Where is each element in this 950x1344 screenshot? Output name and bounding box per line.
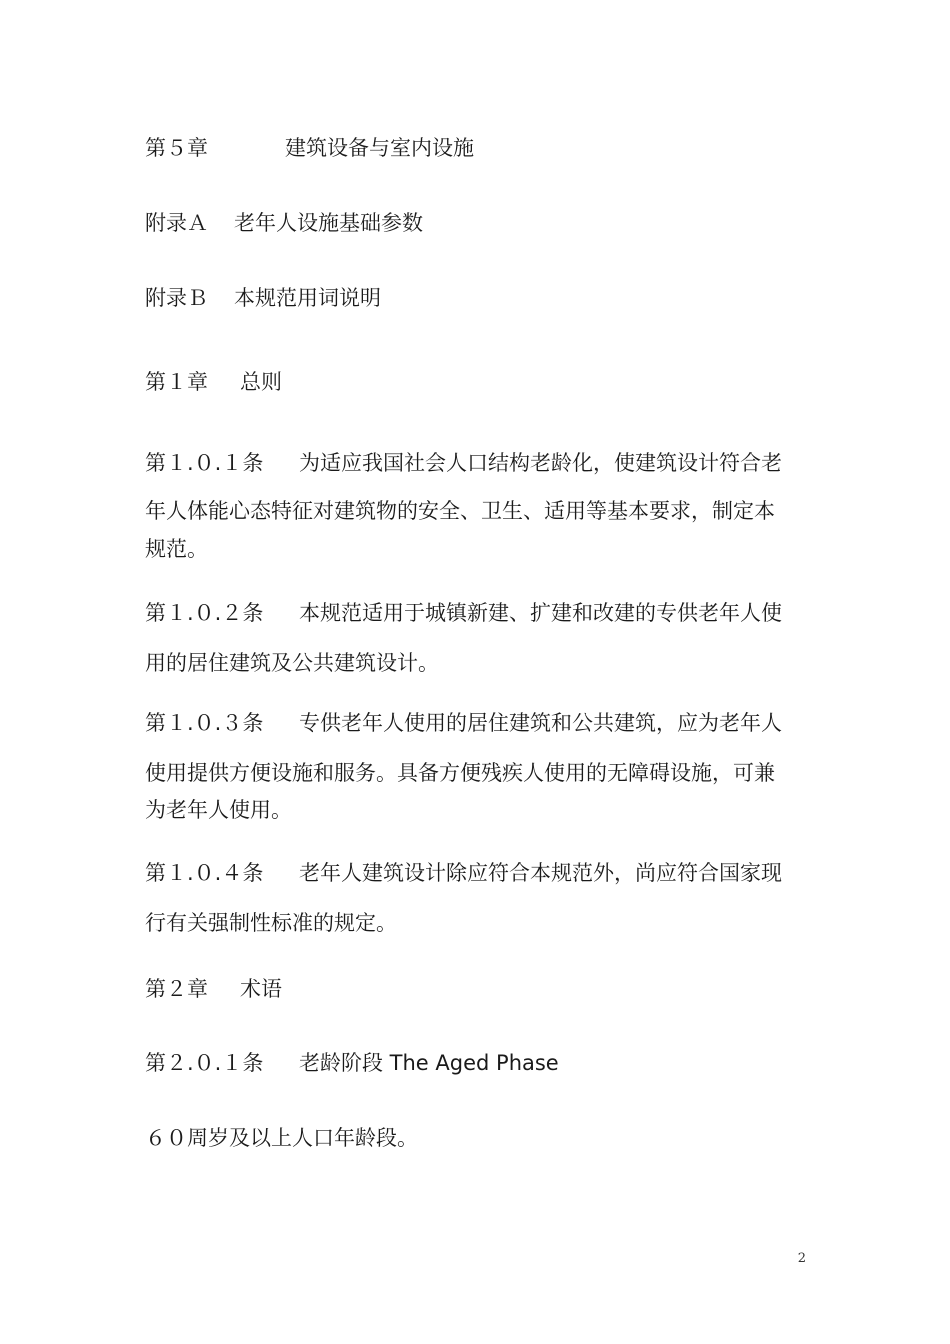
article-text: 行有关强制性标准的规定。 bbox=[145, 911, 397, 935]
article-text: 年人体能心态特征对建筑物的安全、卫生、适用等基本要求，制定本 bbox=[145, 499, 775, 523]
article-text: 本规范适用于城镇新建、扩建和改建的专供老年人使 bbox=[299, 601, 782, 625]
article-label: 第１.０.２条 bbox=[145, 601, 264, 625]
toc-entry-label: 附录Ｂ bbox=[145, 286, 208, 310]
article-paragraph bbox=[145, 707, 813, 824]
article-title: 老龄阶段 The Aged Phase bbox=[299, 1051, 559, 1075]
article-text: 规范。 bbox=[145, 537, 208, 561]
article-text: 为适应我国社会人口结构老龄化，使建筑设计符合老 bbox=[299, 451, 782, 475]
article-heading bbox=[145, 1053, 559, 1074]
article-paragraph bbox=[145, 447, 813, 563]
chapter-title: 总则 bbox=[240, 370, 282, 394]
toc-entry-label: 第５章 bbox=[145, 136, 208, 160]
article-label: 第１.０.３条 bbox=[145, 711, 264, 735]
article-text: 专供老年人使用的居住建筑和公共建筑，应为老年人 bbox=[299, 711, 782, 735]
toc-entry-title: 老年人设施基础参数 bbox=[234, 211, 423, 235]
toc-entry-appendix-a bbox=[145, 213, 423, 234]
article-text: 使用提供方便设施和服务。具备方便残疾人使用的无障碍设施，可兼 bbox=[145, 761, 775, 785]
toc-entry-title: 本规范用词说明 bbox=[234, 286, 381, 310]
toc-entry-chapter5 bbox=[145, 138, 474, 159]
chapter-heading bbox=[145, 372, 282, 393]
toc-entry-title: 建筑设备与室内设施 bbox=[285, 136, 474, 160]
article-label: 第２.０.１条 bbox=[145, 1051, 264, 1075]
chapter-label: 第２章 bbox=[145, 977, 208, 1001]
page-number: 2 bbox=[797, 1251, 806, 1266]
article-label: 第１.０.１条 bbox=[145, 451, 264, 475]
chapter-heading bbox=[145, 979, 282, 1000]
article-paragraph bbox=[145, 857, 813, 937]
article-first-line bbox=[145, 707, 813, 757]
article-label: 第１.０.４条 bbox=[145, 861, 264, 885]
article-paragraph bbox=[145, 597, 813, 677]
article-first-line bbox=[145, 857, 813, 907]
article-first-line bbox=[145, 447, 813, 495]
definition-text: ６０周岁及以上人口年龄段。 bbox=[145, 1126, 418, 1150]
article-text: 为老年人使用。 bbox=[145, 798, 292, 822]
toc-entry-appendix-b bbox=[145, 288, 381, 309]
chapter-title: 术语 bbox=[240, 977, 282, 1001]
article-text: 老年人建筑设计除应符合本规范外，尚应符合国家现 bbox=[299, 861, 782, 885]
article-text: 用的居住建筑及公共建筑设计。 bbox=[145, 651, 439, 675]
article-first-line bbox=[145, 597, 813, 647]
chapter-label: 第１章 bbox=[145, 370, 208, 394]
toc-entry-label: 附录Ａ bbox=[145, 211, 208, 235]
